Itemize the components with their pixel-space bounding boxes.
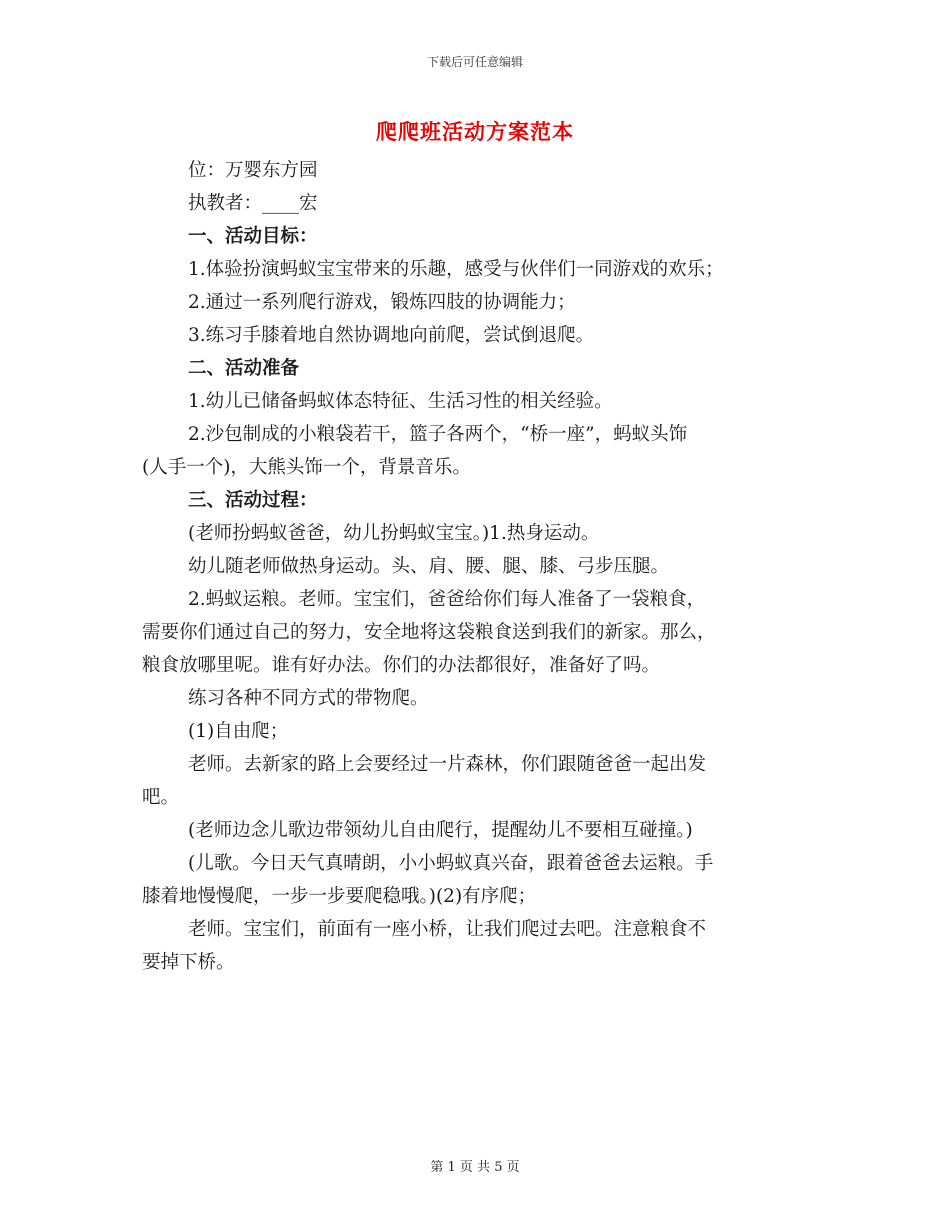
body-line: (老师边念儿歌边带领幼儿自由爬行，提醒幼儿不要相互碰撞。) — [188, 820, 693, 841]
section-heading: 一、活动目标： — [188, 226, 318, 247]
body-line: (老师扮蚂蚁爸爸，幼儿扮蚂蚁宝宝。)1.热身运动。 — [188, 523, 600, 544]
body-line: 1.体验扮演蚂蚁宝宝带来的乐趣，感受与伙伴们一同游戏的欢乐； — [188, 259, 724, 280]
section-heading: 三、活动过程： — [188, 490, 318, 511]
body-line: 幼儿随老师做热身运动。头、肩、腰、腿、膝、弓步压腿。 — [188, 556, 670, 577]
body-line: 粮食放哪里呢。谁有好办法。你们的办法都很好，准备好了吗。 — [142, 655, 661, 676]
body-line: (儿歌。今日天气真晴朗，小小蚂蚁真兴奋，跟着爸爸去运粮。手 — [188, 853, 714, 874]
body-line: 老师。宝宝们，前面有一座小桥，让我们爬过去吧。注意粮食不 — [188, 919, 707, 940]
body-line: 3.练习手膝着地自然协调地向前爬，尝试倒退爬。 — [188, 325, 595, 346]
body-line: 吧。 — [142, 787, 180, 808]
body-line: 2.蚂蚁运粮。老师。宝宝们，爸爸给你们每人准备了一袋粮食， — [188, 589, 706, 610]
body-line: 要掉下桥。 — [142, 952, 235, 973]
body-line: (人手一个)，大熊头饰一个，背景音乐。 — [142, 457, 471, 478]
body-line: 1.幼儿已储备蚂蚁体态特征、生活习性的相关经验。 — [188, 391, 613, 412]
document-body — [142, 154, 812, 979]
body-line: (1)自由爬； — [188, 721, 289, 742]
document-title: 爬爬班活动方案范本 — [376, 119, 574, 144]
page-footer: 第 1 页 共 5 页 — [430, 1160, 520, 1175]
body-line: 膝着地慢慢爬，一步一步要爬稳哦。)(2)有序爬； — [142, 886, 537, 907]
body-line: 2.沙包制成的小粮袋若干，篮子各两个，“桥一座”，蚂蚁头饰 — [188, 424, 688, 445]
body-line: 老师。去新家的路上会要经过一片森林，你们跟随爸爸一起出发 — [188, 754, 707, 775]
header-note: 下载后可任意编辑 — [426, 55, 523, 69]
body-line: 练习各种不同方式的带物爬。 — [188, 688, 429, 709]
body-line: 位：万婴东方园 — [188, 160, 318, 181]
body-line: 执教者：____宏 — [188, 193, 318, 214]
body-line: 需要你们通过自己的努力，安全地将这袋粮食送到我们的新家。那么， — [142, 622, 716, 643]
section-heading: 二、活动准备 — [188, 358, 300, 379]
body-line: 2.通过一系列爬行游戏，锻炼四肢的协调能力； — [188, 292, 576, 313]
